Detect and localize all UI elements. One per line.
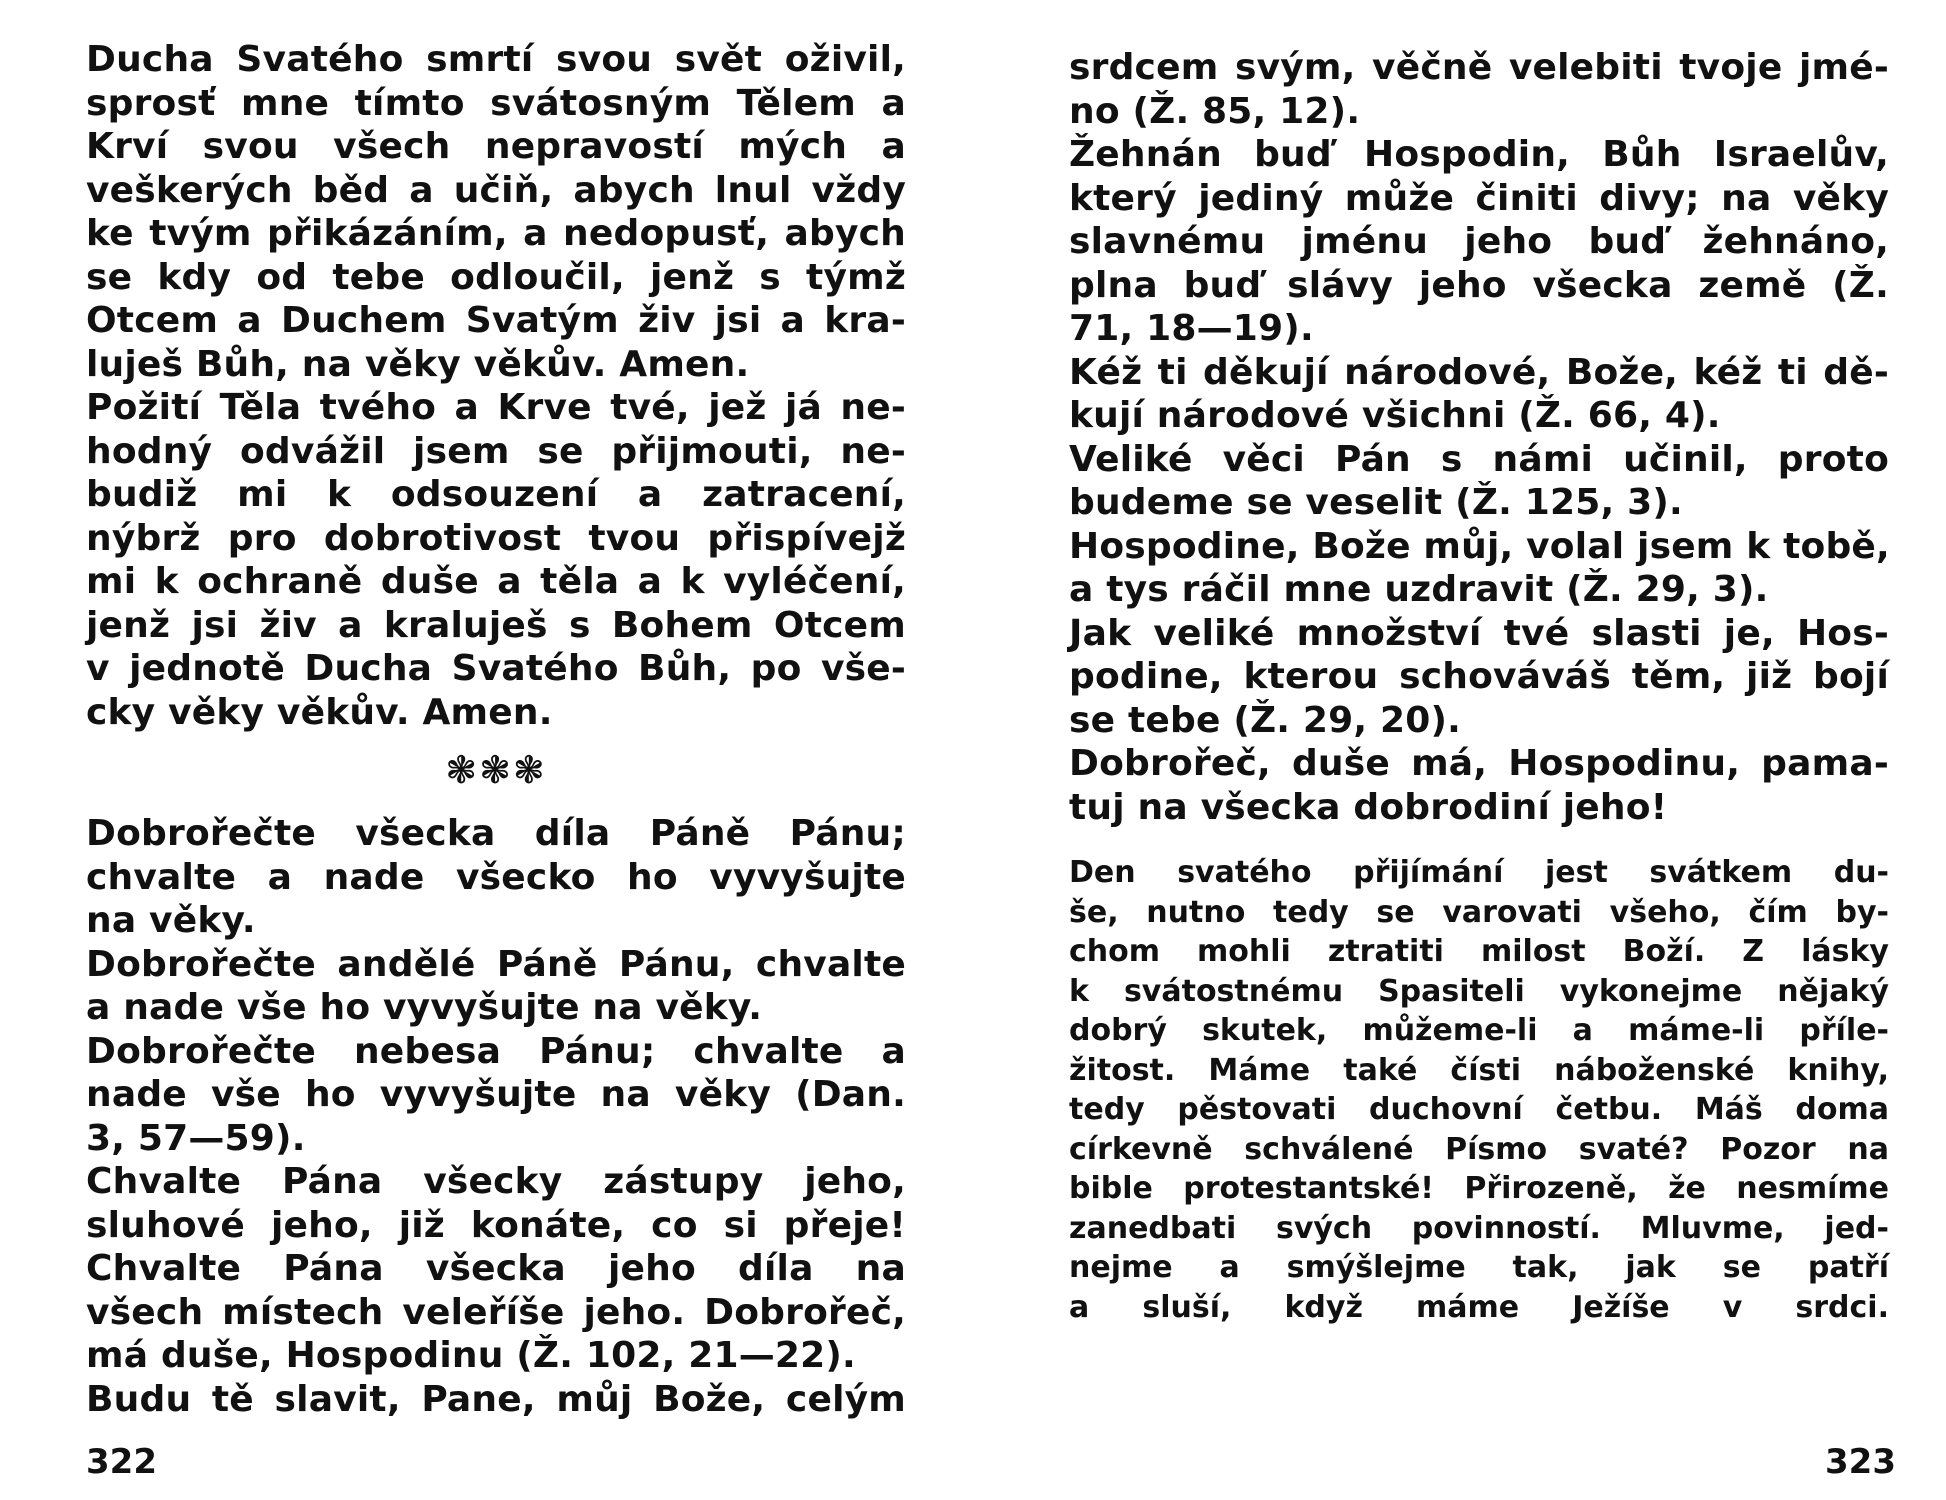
text-line: mi k ochraně duše a těla a k vyléčení, <box>86 561 906 602</box>
text-line: veškerých běd a učiň, abych lnul vždy <box>86 169 906 211</box>
text-line: všech místech veleříše jeho. Dobrořeč, <box>86 1291 906 1333</box>
text-line: nade vše ho vyvyšujte na věky (Dan. <box>86 1074 906 1115</box>
text-line: Hospodine, Bože můj, volal jsem k tobě, <box>1069 525 1890 567</box>
left-paragraph-1 <box>86 38 906 386</box>
text-line: v jednotě Ducha Svatého Bůh, po vše- <box>86 648 906 689</box>
text-line: a nade vše ho vyvyšujte na věky. <box>86 987 763 1028</box>
text-line: podine, kterou schováváš těm, již bojí <box>1069 656 1889 697</box>
page-number-right: 323 <box>1825 1442 1896 1482</box>
left-page-text-column <box>86 38 906 1421</box>
right-paragraph-3 <box>1069 351 1889 438</box>
text-line: Dobrořečte nebesa Pánu; chvalte a <box>86 1030 906 1072</box>
text-line: se tebe (Ž. 29, 20). <box>1069 699 1462 741</box>
text-line: Budu tě slavit, Pane, můj Bože, celým <box>86 1378 906 1420</box>
text-line: luješ Bůh, na věky věkův. Amen. <box>86 343 750 385</box>
text-line: se kdy od tebe odloučil, jenž s týmž <box>86 256 906 298</box>
text-line: slavnému jménu jeho buď žehnáno, <box>1069 221 1889 262</box>
left-paragraph-2 <box>86 386 906 734</box>
right-paragraph-7 <box>1069 742 1889 829</box>
text-line: Dobrořečte andělé Páně Pánu, chvalte <box>86 943 906 985</box>
text-line: Požití Těla tvého a Krve tvé, jež já ne- <box>86 387 906 428</box>
text-line: budiž mi k odsouzení a zatracení, <box>86 474 906 515</box>
ornament-divider: ❃❃❃ <box>445 748 547 792</box>
text-line: Veliké věci Pán s námi učinil, proto <box>1069 438 1889 480</box>
text-line: ke tvým přikázáním, a nedopusť, abych <box>86 213 906 254</box>
text-line: Chvalte Pána všecky zástupy jeho, <box>86 1161 906 1202</box>
note-line: dobrý skutek, můžeme-li a máme-li příle- <box>1069 1013 1889 1048</box>
left-paragraph-5 <box>86 1030 906 1161</box>
text-line: Chvalte Pána všecka jeho díla na <box>86 1248 906 1289</box>
text-line: hodný odvážil jsem se přijmouti, ne- <box>86 430 906 472</box>
text-line: Dobrořečte všecka díla Páně Pánu; <box>86 813 906 854</box>
text-line: no (Ž. 85, 12). <box>1069 90 1361 132</box>
text-line: tuj na všecka dobrodiní jeho! <box>1069 786 1668 828</box>
text-line: 71, 18—19). <box>1069 308 1314 349</box>
right-paragraph-5 <box>1069 525 1889 612</box>
left-paragraph-3 <box>86 812 906 943</box>
note-line: Den svatého přijímání jest svátkem du- <box>1069 855 1889 890</box>
page-number-left: 322 <box>86 1442 157 1482</box>
communion-note <box>1069 853 1889 1327</box>
text-line: srdcem svým, věčně velebiti tvoje jmé- <box>1069 47 1889 88</box>
text-line: Žehnán buď Hospodin, Bůh Israelův, <box>1069 134 1889 175</box>
note-line: církevně schválené Písmo svaté? Pozor na <box>1069 1131 1889 1167</box>
right-page-text-column <box>1069 46 1889 1327</box>
text-line: cky věky věkův. Amen. <box>86 691 553 733</box>
right-paragraph-6 <box>1069 612 1889 743</box>
text-line: sprosť mne tímto svátosným Tělem a <box>86 82 906 124</box>
text-line: Krví svou všech nepravostí mých a <box>86 126 906 167</box>
left-paragraph-7 <box>86 1378 906 1422</box>
right-paragraph-2 <box>1069 133 1889 351</box>
note-line: tedy pěstovati duchovní četbu. Máš doma <box>1069 1092 1889 1127</box>
text-line: kují národové všichni (Ž. 66, 4). <box>1069 395 1721 436</box>
text-line: plna buď slávy jeho všecka země (Ž. <box>1069 264 1889 306</box>
note-line: a sluší, když máme Ježíše v srdci. <box>1069 1289 1889 1325</box>
text-line: 3, 57—59). <box>86 1117 306 1159</box>
right-paragraph-4 <box>1069 438 1889 525</box>
note-line: še, nutno tedy se varovati všeho, čím by- <box>1069 894 1889 930</box>
text-line: Jak veliké množství tvé slasti je, Hos- <box>1069 612 1889 654</box>
note-line: žitost. Máme také čísti náboženské knihy, <box>1069 1052 1889 1088</box>
left-paragraph-6 <box>86 1160 906 1378</box>
text-line: sluhové jeho, již konáte, co si přeje! <box>86 1204 906 1246</box>
note-line: bible protestantské! Přirozeně, že nesmíme <box>1069 1171 1889 1206</box>
note-line: zanedbati svých povinností. Mluvme, jed- <box>1069 1210 1889 1246</box>
text-line: na věky. <box>86 900 256 941</box>
note-line: nejme a smýšlejme tak, jak se patří <box>1069 1250 1889 1285</box>
text-line: a tys ráčil mne uzdravit (Ž. 29, 3). <box>1069 569 1769 610</box>
text-line: který jediný může činiti divy; na věky <box>1069 177 1889 219</box>
left-paragraph-4 <box>86 943 906 1030</box>
text-line: Ducha Svatého smrtí svou svět oživil, <box>86 39 906 80</box>
text-line: jenž jsi živ a kraluješ s Bohem Otcem <box>86 604 906 646</box>
text-line: nýbrž pro dobrotivost tvou přispívejž <box>86 517 906 559</box>
text-line: budeme se veselit (Ž. 125, 3). <box>1069 482 1683 523</box>
text-line: Otcem a Duchem Svatým živ jsi a kra- <box>86 300 906 341</box>
text-line: má duše, Hospodinu (Ž. 102, 21—22). <box>86 1335 856 1376</box>
text-line: Dobrořeč, duše má, Hospodinu, pama- <box>1069 743 1889 784</box>
note-line: k svátostnému Spasiteli vykonejme nějaký <box>1069 973 1889 1009</box>
note-line: chom mohli ztratiti milost Boží. Z lásky <box>1069 934 1889 969</box>
right-page <box>973 0 1946 1500</box>
text-line: Kéž ti děkují národové, Bože, kéž ti dě- <box>1069 351 1889 393</box>
text-line: chvalte a nade všecko ho vyvyšujte <box>86 856 906 898</box>
right-paragraph-1 <box>1069 46 1889 133</box>
